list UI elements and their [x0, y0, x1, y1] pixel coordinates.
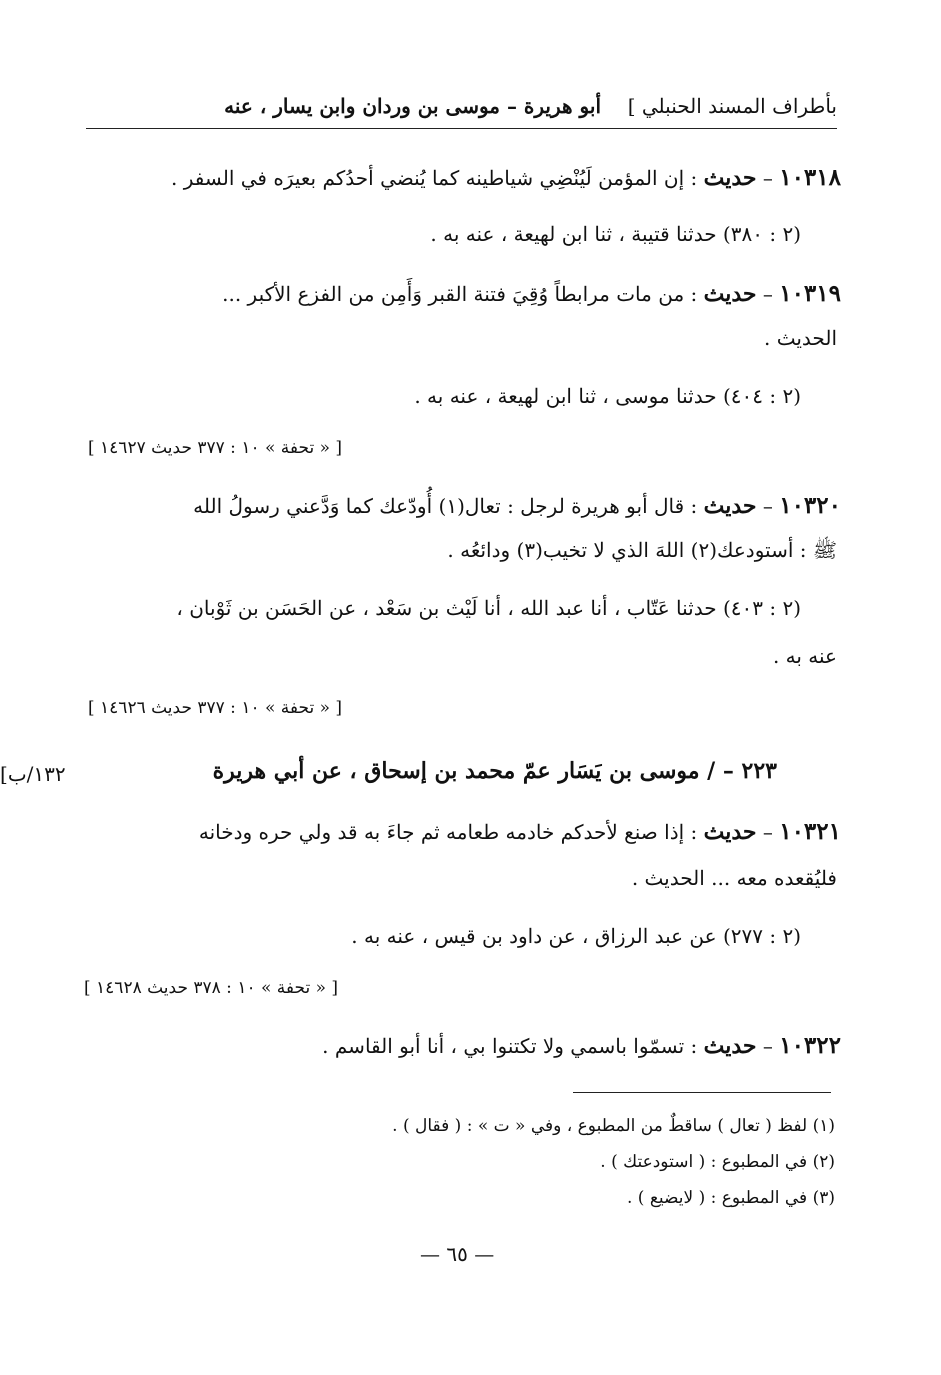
hadith-entry-line: ١٠٣٢٢ – حديث : تسمّوا باسمي ولا تكتنوا بي ، أنا أبو القاسم . — [322, 1032, 841, 1059]
footnote: (١) لفظ ( تعال ) ساقطٌ من المطبوع ، وفي « ت » : ( فقال ) . — [392, 1116, 835, 1136]
tuhfa-reference: [ « تحفة » ١٠ : ٣٧٧ حديث ١٤٦٢٦ ] — [88, 698, 343, 718]
isnad-continuation: عنه به . — [772, 644, 837, 668]
hadith-text: من مات مرابطاً وُقِيَ فتنة القبر وَأَمِن من الفزع الأكبر ... — [222, 282, 685, 306]
hadith-keyword: حديث — [703, 1033, 757, 1059]
manuscript-folio-marker: [١٣٢/ب — [0, 762, 66, 786]
header-book-title: بأطراف المسند الحنبلي ] — [627, 94, 837, 118]
hadith-entry-line: ١٠٣٢٠ – حديث : قال أبو هريرة لرجل : تعال(١) أُودّعك كما وَدَّعني رسولُ الله — [193, 492, 841, 519]
hadith-dash: – — [756, 494, 780, 518]
hadith-dash: – — [756, 820, 780, 844]
hadith-text-continuation: فليُقعده معه ... الحديث . — [631, 866, 837, 890]
tuhfa-reference: [ « تحفة » ١٠ : ٣٧٨ حديث ١٤٦٢٨ ] — [84, 978, 339, 998]
footnote: (٢) في المطبوع : ( استودعتك ) . — [600, 1152, 835, 1172]
hadith-text: قال أبو هريرة لرجل : تعال(١) أُودّعك كما وَدَّعني رسولُ الله — [193, 494, 685, 518]
header-rule — [86, 128, 837, 129]
page-number: — ٦٥ — — [420, 1242, 495, 1266]
hadith-number: ١٠٣١٩ — [779, 280, 841, 307]
hadith-text-continuation: الحديث . — [764, 326, 837, 350]
hadith-keyword: حديث — [703, 493, 757, 519]
hadith-number: ١٠٣٢٠ — [779, 492, 841, 519]
isnad-line: (٢ : ٤٠٣) حدثنا عَتّاب ، أنا عبد الله ، أنا لَيْث بن سَعْد ، عن الحَسَن بن ثَوْبان ، — [176, 596, 801, 620]
isnad-line: (٢ : ٣٨٠) حدثنا قتيبة ، ثنا ابن لهيعة ، عنه به . — [430, 222, 801, 246]
hadith-keyword: حديث — [703, 165, 757, 191]
hadith-entry-line: ١٠٣١٩ – حديث : من مات مرابطاً وُقِيَ فتنة القبر وَأَمِن من الفزع الأكبر ... — [222, 280, 841, 307]
hadith-text: إذا صنع لأحدكم خادمه طعامه ثم جاءَ به قد ولي حره ودخانه — [198, 820, 685, 844]
hadith-text: إن المؤمن لَيُنْضِي شياطينه كما يُنضي أحدُكم بعيرَه في السفر . — [171, 166, 685, 190]
header-section-title: أبو هريرة – موسى بن وردان وابن يسار ، عنه — [224, 94, 601, 118]
hadith-number: ١٠٣٢٢ — [779, 1032, 841, 1059]
tuhfa-reference: [ « تحفة » ١٠ : ٣٧٧ حديث ١٤٦٢٧ ] — [88, 438, 343, 458]
hadith-keyword: حديث — [703, 281, 757, 307]
hadith-dash: – — [756, 282, 780, 306]
hadith-dash: – — [756, 1034, 780, 1058]
footnote: (٣) في المطبوع : ( لايضيع ) . — [626, 1188, 835, 1208]
hadith-text: تسمّوا باسمي ولا تكتنوا بي ، أنا أبو القاسم . — [322, 1034, 685, 1058]
hadith-number: ١٠٣٢١ — [779, 818, 841, 845]
hadith-entry-line: ١٠٣١٨ – حديث : إن المؤمن لَيُنْضِي شياطينه كما يُنضي أحدُكم بعيرَه في السفر . — [171, 164, 841, 191]
isnad-line: (٢ : ٢٧٧) عن عبد الرزاق ، عن داود بن قيس ، عنه به . — [351, 924, 801, 948]
hadith-dash: – — [756, 166, 780, 190]
chapter-heading: ٢٢٣ – / موسى بن يَسَار عمّ محمد بن إسحاق ، عن أبي هريرة — [212, 758, 777, 784]
hadith-number: ١٠٣١٨ — [779, 164, 841, 191]
isnad-line: (٢ : ٤٠٤) حدثنا موسى ، ثنا ابن لهيعة ، عنه به . — [414, 384, 801, 408]
running-header — [88, 92, 837, 128]
hadith-text-continuation: ﷺ : أستودعك(٢) اللهَ الذي لا تخيب(٣) ودائعُه . — [447, 538, 837, 562]
footnote-rule — [573, 1092, 831, 1093]
hadith-entry-line: ١٠٣٢١ – حديث : إذا صنع لأحدكم خادمه طعامه ثم جاءَ به قد ولي حره ودخانه — [198, 818, 841, 845]
hadith-keyword: حديث — [703, 819, 757, 845]
